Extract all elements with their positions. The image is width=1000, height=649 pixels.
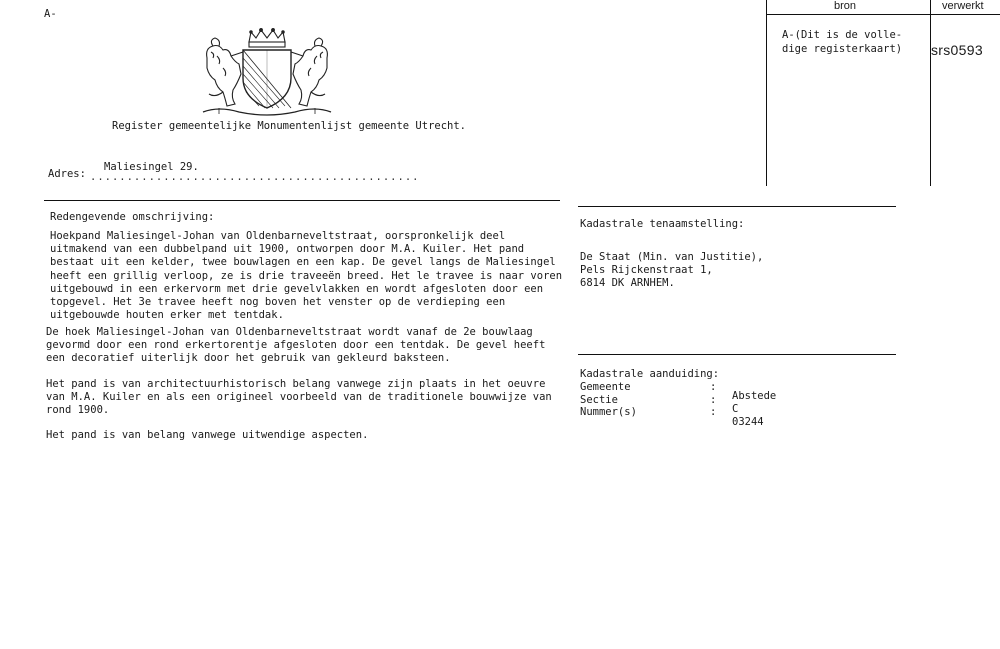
aanduiding-heading: Kadastrale aanduiding: [580,368,720,380]
description-paragraph-1 [50,230,562,322]
corner-mark: A- [44,8,57,20]
paragraph-line: uitgebouwd in een erkervorm met drie gevelvlakken en wordt afgesloten door een [50,282,544,295]
aanduiding-label-nummers: Nummer(s) [580,406,637,418]
address-label: Adres: [48,168,86,180]
aanduiding-value-gemeente: Abstede [732,390,777,402]
aanduiding-label-sectie: Sectie [580,394,618,406]
owner-line: Pels Rijckenstraat 1, [580,264,713,277]
bron-note-line-1: A-(Dit is de volle- [782,29,903,41]
aanduiding-label-gemeente: Gemeente [580,381,631,393]
aanduiding-value-nummers: 03244 [732,416,764,428]
paragraph-line: rond 1900. [46,404,110,417]
column-header-verwerkt: verwerkt [942,0,984,12]
paragraph-line: gevormd door een rond erkertorentje afgesloten door een tentdak. De gevel heeft [46,339,546,352]
table-divider-left [766,0,767,186]
paragraph-line: Het pand is van architectuurhistorisch belang vanwege zijn plaats in het oeuvre [46,378,546,390]
aanduiding-sep-sectie: : [710,394,717,406]
description-paragraph-4 [46,429,368,442]
owner-line: De Staat (Min. van Justitie), [580,251,764,263]
table-header-underline [766,14,1000,15]
tenaamstelling-owner [580,251,763,291]
paragraph-line: topgevel. Het 3e travee heeft nog boven het venster op de verdieping een [50,296,506,309]
description-heading: Redengevende omschrijving: [50,211,215,223]
rule-left-top [44,200,560,201]
bron-note-line-2: dige registerkaart) [782,43,903,55]
address-dotted-leader: ............................................. [90,171,420,183]
aanduiding-sep-gemeente: : [710,381,717,393]
paragraph-line: De hoek Maliesingel-Johan van Oldenbarneveltstraat wordt vanaf de 2e bouwlaag [46,326,533,338]
paragraph-line: Het pand is van belang vanwege uitwendige aspecten. [46,429,369,441]
owner-line: 6814 DK ARNHEM. [580,277,675,290]
paragraph-line: bestaat uit een kelder, twee bouwlagen en een kap. De gevel langs de Maliesingel [50,256,556,269]
paragraph-line: uitmakend van een dubbelpand uit 1900, ontworpen door M.A. Kuiler. Het pand [50,243,525,256]
rule-right-top [578,206,896,207]
column-header-bron: bron [834,0,857,12]
tenaamstelling-heading: Kadastrale tenaamstelling: [580,218,745,230]
paragraph-line: van M.A. Kuiler en als een origineel voorbeeld van de traditionele bouwwijze van [46,391,552,404]
aanduiding-value-sectie: C [732,403,739,415]
register-title: Register gemeentelijke Monumentenlijst gemeente Utrecht. [112,120,467,132]
paragraph-line: Hoekpand Maliesingel-Johan van Oldenbarneveltstraat, oorspronkelijk deel [50,230,506,242]
utrecht-coat-of-arms-icon [186,16,322,106]
paragraph-line: heeft een grillig verloop, ze is drie traveeën breed. Het le travee is naar voren [50,269,563,282]
paragraph-line: een decoratief uiterlijk door het gebruik van gekleurd baksteen. [46,352,451,365]
verwerkt-code: srs0593 [931,42,983,58]
aanduiding-sep-nummers: : [710,406,717,418]
description-paragraph-2 [46,326,545,366]
rule-right-middle [578,354,896,355]
table-divider-middle [930,0,931,186]
description-paragraph-3 [46,378,552,418]
paragraph-line: uitgebouwde houten erker met tentdak. [50,309,284,322]
address-value: Maliesingel 29. [104,161,199,173]
